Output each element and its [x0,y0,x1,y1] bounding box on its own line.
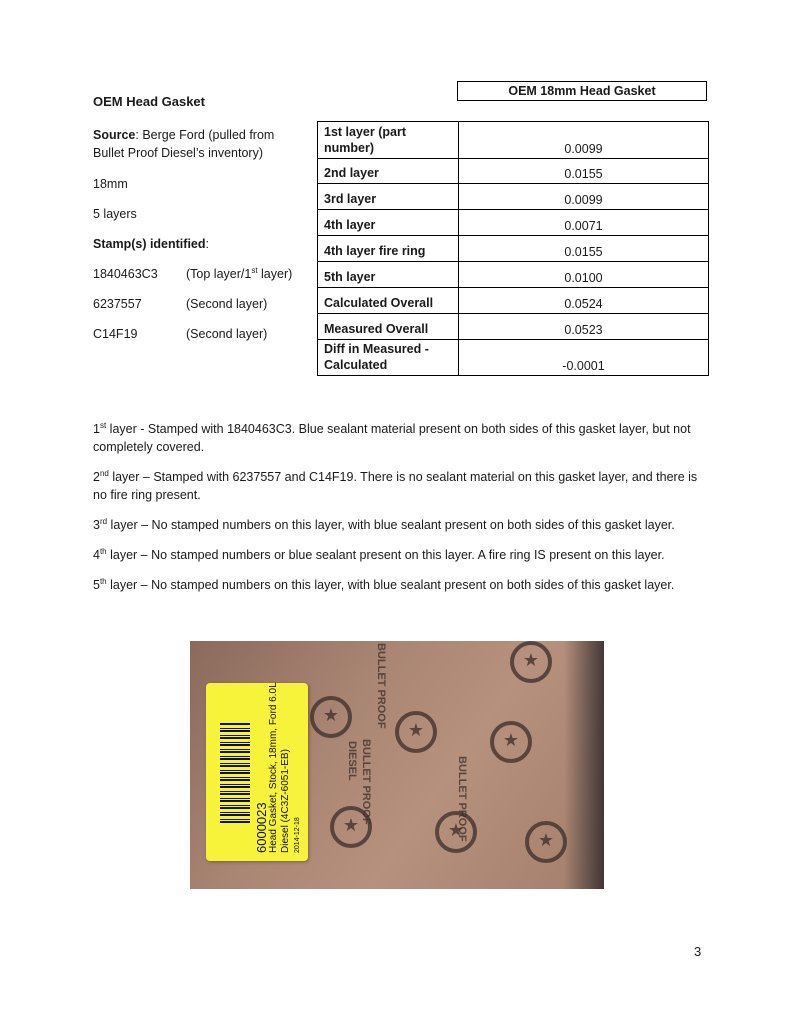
layer-note: 5th layer – No stamped numbers on this layer, with blue sealant present on both sides of this gasket layer. [93,577,675,592]
layer-notes [93,420,705,606]
table-row [318,122,709,159]
size-text: 18mm [93,177,128,191]
layer-note: 2nd layer – Stamped with 6237557 and C14F19. There is no sealant material on this gasket layer, and there is no fire ring present. [93,469,698,502]
stamps-heading [93,235,209,253]
row-value: 0.0100 [459,262,709,288]
layers-text: 5 layers [93,207,137,221]
brand-logo-icon [525,821,567,863]
stamp-code: C14F19 [93,327,138,341]
table-row [318,159,709,184]
brand-watermark: BULLET PROOF [456,756,468,842]
stamps-label: Stamp(s) identified [93,237,206,251]
row-label: 1st layer (part number) [318,122,459,159]
table-header: OEM 18mm Head Gasket [457,81,707,101]
row-value: 0.0155 [459,159,709,184]
layer-note: 1st layer - Stamped with 1840463C3. Blue sealant material present on both sides of this gasket layer, but not completely covered. [93,421,691,454]
stamp-row [93,295,267,313]
stamp-code: 6237557 [93,297,142,311]
stamp-desc: (Second layer) [186,297,268,311]
brand-logo-icon [510,641,552,683]
source-line [93,126,274,144]
stamp-row [93,265,292,283]
row-label: 4th layer fire ring [318,236,459,262]
row-label: 3rd layer [318,184,459,210]
source-text: : Berge Ford (pulled from [135,128,275,142]
table-row [318,314,709,340]
row-label: Diff in Measured - Calculated [318,340,459,376]
stamp-row [93,325,267,343]
brand-watermark: DIESEL [346,741,358,781]
row-label: Measured Overall [318,314,459,340]
brand-logo-icon [490,721,532,763]
table-row [318,184,709,210]
stamp-code: 1840463C3 [93,267,158,281]
barcode-icon [220,723,250,823]
table-row [318,236,709,262]
section-title: OEM Head Gasket [93,94,205,109]
source-line-2: Bullet Proof Diesel’s inventory) [93,146,263,160]
table-row [318,288,709,314]
stamp-desc: (Top layer/1st layer) [186,266,293,281]
brand-logo-icon [395,711,437,753]
layer-note: 3rd layer – No stamped numbers on this layer, with blue sealant present on both sides of this gasket layer. [93,517,675,532]
brand-logo-icon [310,696,352,738]
source-label: Source [93,128,136,142]
row-value: -0.0001 [459,340,709,376]
table-row [318,340,709,376]
label-text: 6000023 Head Gasket, Stock, 18mm, Ford 6.0L Diesel (4C3Z-6051-EB) 2014-12-18 [254,682,301,853]
row-value: 0.0071 [459,210,709,236]
row-value: 0.0523 [459,314,709,340]
gasket-photo [190,641,604,889]
brand-watermark: BULLET PROOF [360,739,372,825]
row-label: 4th layer [318,210,459,236]
stamp-desc: (Second layer) [186,327,268,341]
layer-note: 4th layer – No stamped numbers or blue sealant present on this layer. A fire ring IS present on this layer. [93,547,665,562]
row-value: 0.0099 [459,184,709,210]
row-value: 0.0099 [459,122,709,159]
product-label [206,683,308,861]
table-row [318,210,709,236]
row-label: Calculated Overall [318,288,459,314]
row-value: 0.0155 [459,236,709,262]
gasket-thickness-table [317,121,709,376]
stamps-colon: : [205,237,209,251]
row-value: 0.0524 [459,288,709,314]
brand-watermark: BULLET PROOF [375,643,387,729]
page-number: 3 [694,944,702,959]
photo-shadow [564,641,604,889]
row-label: 5th layer [318,262,459,288]
row-label: 2nd layer [318,159,459,184]
table-row [318,262,709,288]
